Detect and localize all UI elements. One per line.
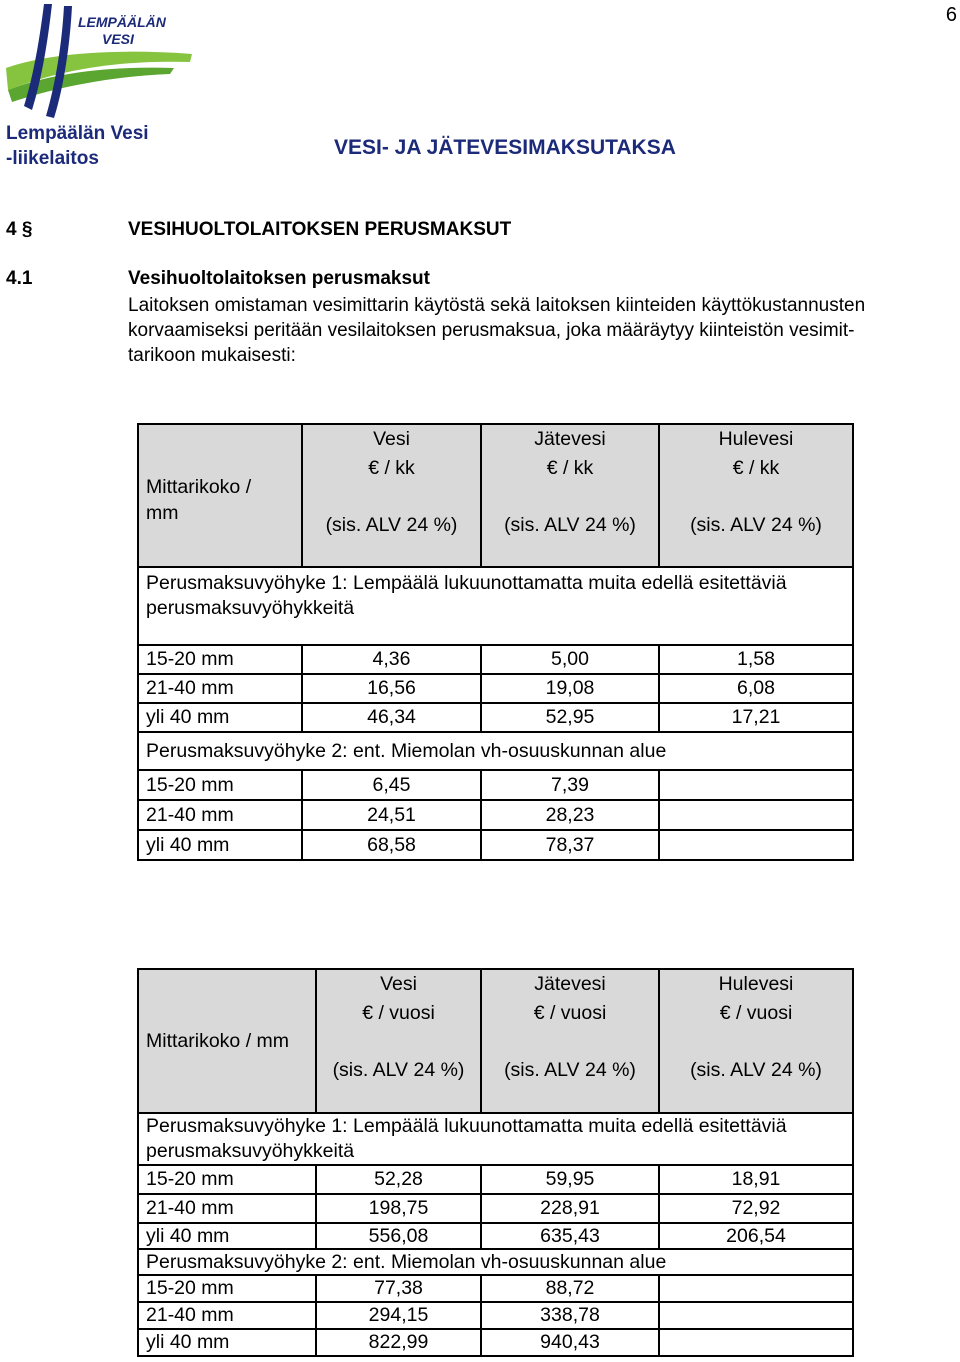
jatevesi-cell: 228,91 <box>481 1194 659 1223</box>
jatevesi-header <box>481 969 659 1113</box>
column-vat: (sis. ALV 24 %) <box>325 514 458 536</box>
hulevesi-cell <box>659 1329 853 1356</box>
table-row <box>138 830 853 860</box>
vesi-cell: 6,45 <box>302 770 481 800</box>
vesi-cell: 52,28 <box>316 1165 481 1194</box>
hulevesi-cell <box>659 1275 853 1302</box>
meter-size-header-line2: mm <box>146 501 179 524</box>
column-vat: (sis. ALV 24 %) <box>504 514 636 536</box>
jatevesi-cell: 19,08 <box>481 674 659 703</box>
table-row <box>138 800 853 830</box>
zone-2-label: Perusmaksuvyöhyke 2: ent. Miemolan vh-osuuskunnan alue <box>138 1249 853 1275</box>
jatevesi-cell: 88,72 <box>481 1275 659 1302</box>
meter-size-cell: 21-40 mm <box>138 1302 316 1329</box>
meter-size-cell: yli 40 mm <box>138 703 302 732</box>
column-name: Vesi <box>380 973 417 995</box>
meter-size-header: Mittarikoko / mm <box>138 969 316 1113</box>
zone-1-label <box>138 1113 853 1165</box>
column-unit: € / vuosi <box>533 1002 607 1024</box>
column-unit: € / vuosi <box>719 1002 793 1024</box>
monthly-fee-table <box>137 423 854 861</box>
hulevesi-cell <box>659 800 853 830</box>
vesi-cell: 77,38 <box>316 1275 481 1302</box>
jatevesi-cell: 52,95 <box>481 703 659 732</box>
org-line-1: Lempäälän Vesi <box>6 123 149 144</box>
vesi-cell: 4,36 <box>302 645 481 674</box>
table-row <box>138 1275 853 1302</box>
table-row <box>138 1194 853 1223</box>
svg-text:LEMPÄÄLÄN: LEMPÄÄLÄN <box>78 14 166 30</box>
organization-name <box>6 121 149 171</box>
column-vat: (sis. ALV 24 %) <box>332 1059 465 1081</box>
column-unit: € / kk <box>546 457 594 479</box>
zone-1-label-row <box>138 1113 853 1165</box>
meter-size-cell: 21-40 mm <box>138 674 302 703</box>
table-row <box>138 703 853 732</box>
org-line-2: -liikelaitos <box>6 148 99 169</box>
zone-1-label <box>138 567 853 645</box>
jatevesi-cell: 338,78 <box>481 1302 659 1329</box>
hulevesi-cell <box>659 1302 853 1329</box>
jatevesi-header <box>481 424 659 567</box>
meter-size-cell: yli 40 mm <box>138 1329 316 1356</box>
column-unit: € / vuosi <box>362 1002 435 1024</box>
vesi-cell: 556,08 <box>316 1223 481 1249</box>
meter-size-cell: 21-40 mm <box>138 1194 316 1223</box>
intro-line: tarikoon mukaisesti: <box>128 345 296 366</box>
document-title: VESI- JA JÄTEVESIMAKSUTAKSA <box>334 136 676 159</box>
zone-2-label-row <box>138 1249 853 1275</box>
table-row <box>138 770 853 800</box>
table-row <box>138 645 853 674</box>
column-unit: € / kk <box>732 457 780 479</box>
vesi-cell: 46,34 <box>302 703 481 732</box>
hulevesi-cell <box>659 770 853 800</box>
lempaala-vesi-logo <box>4 2 194 120</box>
column-name: Hulevesi <box>718 428 794 450</box>
section-number: 4 § <box>6 219 33 240</box>
page-number: 6 <box>945 4 957 26</box>
jatevesi-cell: 635,43 <box>481 1223 659 1249</box>
table-row <box>138 1223 853 1249</box>
hulevesi-cell <box>659 830 853 860</box>
table-header-row <box>138 424 853 567</box>
meter-size-header <box>138 424 302 567</box>
jatevesi-cell: 59,95 <box>481 1165 659 1194</box>
column-name: Vesi <box>373 428 410 450</box>
zone-1-label-row <box>138 567 853 645</box>
subsection-title: Vesihuoltolaitoksen perusmaksut <box>128 268 430 289</box>
column-vat: (sis. ALV 24 %) <box>690 1059 822 1081</box>
meter-size-cell: 15-20 mm <box>138 1165 316 1194</box>
hulevesi-cell: 6,08 <box>659 674 853 703</box>
intro-line: Laitoksen omistaman vesimittarin käytöstä sekä laitoksen kiinteiden käyttökustannusten <box>128 295 866 316</box>
meter-size-cell: yli 40 mm <box>138 830 302 860</box>
vesi-cell: 198,75 <box>316 1194 481 1223</box>
table-row <box>138 1302 853 1329</box>
column-name: Hulevesi <box>718 973 794 995</box>
column-vat: (sis. ALV 24 %) <box>504 1059 636 1081</box>
vesi-cell: 16,56 <box>302 674 481 703</box>
hulevesi-cell: 72,92 <box>659 1194 853 1223</box>
jatevesi-cell: 28,23 <box>481 800 659 830</box>
yearly-fee-table <box>137 968 854 1357</box>
jatevesi-cell: 78,37 <box>481 830 659 860</box>
zone-1-label-line1: Perusmaksuvyöhyke 1: Lempäälä lukuunottamatta muita edellä esitettäviä <box>146 572 787 594</box>
zone-1-label-line1: Perusmaksuvyöhyke 1: Lempäälä lukuunottamatta muita edellä esitettäviä <box>146 1115 787 1137</box>
intro-paragraph <box>128 293 958 368</box>
jatevesi-cell: 7,39 <box>481 770 659 800</box>
meter-size-cell: 15-20 mm <box>138 1275 316 1302</box>
table-row <box>138 1165 853 1194</box>
zone-1-label-line2: perusmaksuvyöhykkeitä <box>146 1140 355 1162</box>
meter-size-cell: 15-20 mm <box>138 770 302 800</box>
table-row <box>138 1329 853 1356</box>
meter-size-header-line1: Mittarikoko / <box>146 475 252 498</box>
column-name: Jätevesi <box>534 428 606 450</box>
section-title: VESIHUOLTOLAITOKSEN PERUSMAKSUT <box>128 219 512 240</box>
zone-2-label-row <box>138 732 853 770</box>
column-name: Jätevesi <box>534 973 606 995</box>
hulevesi-header <box>659 424 853 567</box>
hulevesi-cell: 206,54 <box>659 1223 853 1249</box>
vesi-cell: 24,51 <box>302 800 481 830</box>
zone-2-label: Perusmaksuvyöhyke 2: ent. Miemolan vh-osuuskunnan alue <box>138 732 853 770</box>
hulevesi-header <box>659 969 853 1113</box>
table-header-row <box>138 969 853 1113</box>
intro-line: korvaamiseksi peritään vesilaitoksen perusmaksua, joka määräytyy kiinteistön vesimit- <box>128 320 855 341</box>
vesi-header <box>302 424 481 567</box>
hulevesi-cell: 1,58 <box>659 645 853 674</box>
hulevesi-cell: 18,91 <box>659 1165 853 1194</box>
vesi-cell: 294,15 <box>316 1302 481 1329</box>
svg-text:VESI: VESI <box>102 31 134 47</box>
jatevesi-cell: 5,00 <box>481 645 659 674</box>
column-unit: € / kk <box>368 457 415 479</box>
table-row <box>138 674 853 703</box>
meter-size-cell: 21-40 mm <box>138 800 302 830</box>
zone-1-label-line2: perusmaksuvyöhykkeitä <box>146 597 355 619</box>
vesi-cell: 68,58 <box>302 830 481 860</box>
hulevesi-cell: 17,21 <box>659 703 853 732</box>
vesi-cell: 822,99 <box>316 1329 481 1356</box>
subsection-number: 4.1 <box>6 268 33 289</box>
vesi-header <box>316 969 481 1113</box>
column-vat: (sis. ALV 24 %) <box>690 514 822 536</box>
meter-size-cell: 15-20 mm <box>138 645 302 674</box>
meter-size-cell: yli 40 mm <box>138 1223 316 1249</box>
jatevesi-cell: 940,43 <box>481 1329 659 1356</box>
